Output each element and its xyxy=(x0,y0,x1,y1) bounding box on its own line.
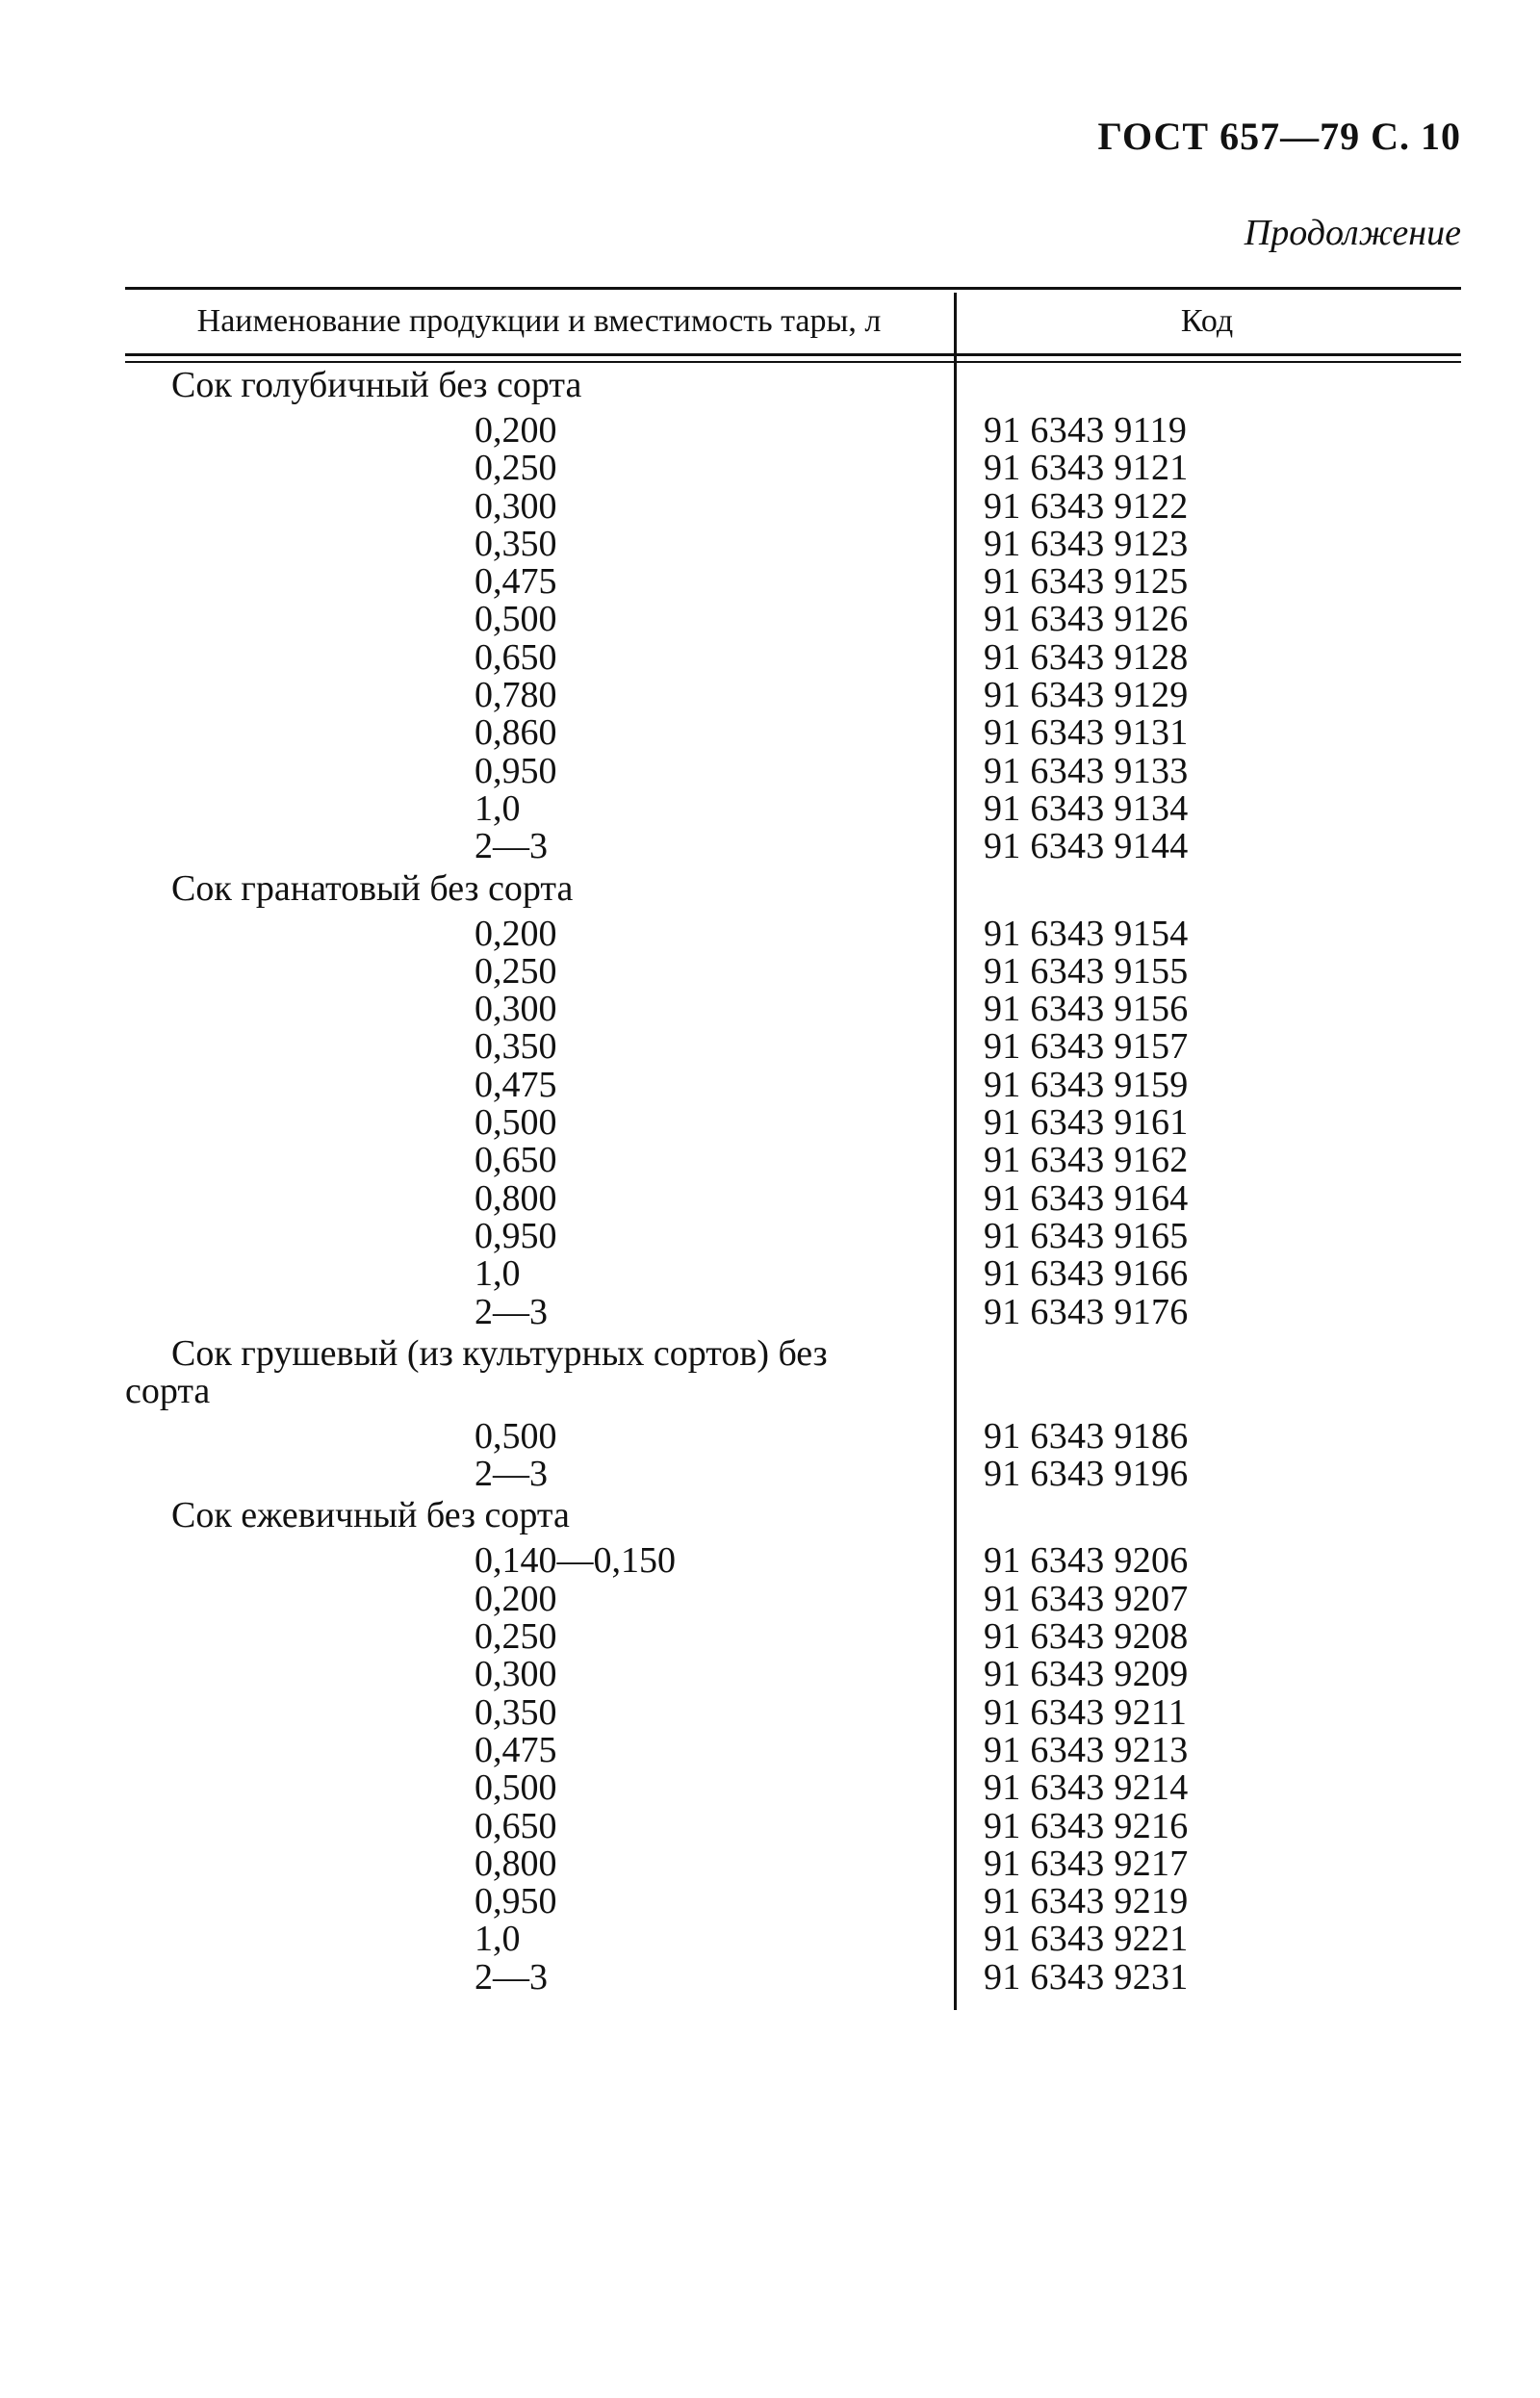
product-group xyxy=(125,363,1461,866)
table-row xyxy=(125,1291,1461,1332)
table-row xyxy=(125,1064,1461,1105)
table-row xyxy=(125,1805,1461,1846)
column-header-code: Код xyxy=(1180,303,1234,339)
product-group xyxy=(125,1493,1461,1997)
code-cell: 91 6343 9119 xyxy=(984,410,1188,451)
table-row xyxy=(125,714,1461,752)
table-row xyxy=(125,787,1461,829)
code-cell: 91 6343 9231 xyxy=(984,1956,1189,1998)
code-cell: 91 6343 9157 xyxy=(984,1026,1189,1068)
code-cell: 91 6343 9166 xyxy=(984,1253,1189,1295)
code-cell: 91 6343 9156 xyxy=(984,989,1189,1030)
table-row xyxy=(125,1691,1461,1733)
continuation-label: Продолжение xyxy=(1244,213,1461,253)
code-cell: 91 6343 9129 xyxy=(984,675,1189,716)
code-cell: 91 6343 9221 xyxy=(984,1919,1189,1960)
table-row xyxy=(125,1456,1461,1493)
volume-cell: 2—3 xyxy=(475,1291,548,1332)
code-cell: 91 6343 9126 xyxy=(984,599,1189,640)
table-row xyxy=(125,677,1461,714)
table-row xyxy=(125,1656,1461,1693)
product-group-title xyxy=(125,866,924,915)
volume-cell: 2—3 xyxy=(475,826,548,867)
volume-cell: 0,800 xyxy=(475,1177,557,1219)
code-cell: 91 6343 9209 xyxy=(984,1654,1189,1695)
table-row xyxy=(125,412,1461,450)
volume-cell: 0,475 xyxy=(475,1729,557,1770)
column-divider xyxy=(954,293,957,2010)
table-row xyxy=(125,828,1461,865)
table-row xyxy=(125,1729,1461,1770)
code-cell: 91 6343 9159 xyxy=(984,1064,1189,1105)
code-cell: 91 6343 9211 xyxy=(984,1691,1188,1733)
code-cell: 91 6343 9121 xyxy=(984,448,1189,489)
table-row xyxy=(125,1177,1461,1219)
volume-cell: 0,500 xyxy=(475,1767,557,1809)
table-row xyxy=(125,636,1461,678)
table-row xyxy=(125,523,1461,564)
code-cell: 91 6343 9213 xyxy=(984,1729,1189,1770)
volume-cell: 0,500 xyxy=(475,1102,557,1144)
volume-cell: 0,200 xyxy=(475,913,557,954)
code-cell: 91 6343 9144 xyxy=(984,826,1189,867)
table-row xyxy=(125,563,1461,601)
volume-cell: 1,0 xyxy=(475,1253,521,1295)
code-cell: 91 6343 9186 xyxy=(984,1415,1189,1457)
table-body xyxy=(125,363,1461,1997)
code-cell: 91 6343 9217 xyxy=(984,1843,1189,1884)
code-cell: 91 6343 9206 xyxy=(984,1540,1189,1582)
code-cell: 91 6343 9125 xyxy=(984,561,1189,603)
volume-cell: 0,250 xyxy=(475,448,557,489)
volume-cell: 0,200 xyxy=(475,410,557,451)
table-row xyxy=(125,1215,1461,1256)
table-row xyxy=(125,1578,1461,1619)
volume-cell: 0,500 xyxy=(475,599,557,640)
table-row xyxy=(125,450,1461,487)
product-group-title xyxy=(125,1493,924,1542)
volume-cell: 1,0 xyxy=(475,1919,521,1960)
table-row xyxy=(125,750,1461,791)
code-cell: 91 6343 9216 xyxy=(984,1805,1189,1846)
table-row xyxy=(125,1956,1461,1998)
product-group xyxy=(125,1331,1461,1494)
volume-cell: 0,250 xyxy=(475,950,557,992)
table-row xyxy=(125,950,1461,992)
table-row xyxy=(125,1883,1461,1921)
volume-cell: 0,350 xyxy=(475,523,557,564)
table-row xyxy=(125,1255,1461,1293)
table-header-rule xyxy=(125,353,1461,363)
code-cell: 91 6343 9131 xyxy=(984,712,1189,754)
volume-cell: 0,140—0,150 xyxy=(475,1540,676,1582)
volume-cell: 0,250 xyxy=(475,1616,557,1658)
volume-cell: 0,650 xyxy=(475,1805,557,1846)
code-cell: 91 6343 9128 xyxy=(984,636,1189,678)
volume-cell: 0,650 xyxy=(475,1140,557,1181)
volume-cell: 0,780 xyxy=(475,675,557,716)
code-cell: 91 6343 9196 xyxy=(984,1454,1189,1495)
product-group-title xyxy=(125,363,924,412)
code-cell: 91 6343 9161 xyxy=(984,1102,1189,1144)
volume-cell: 2—3 xyxy=(475,1454,548,1495)
code-cell: 91 6343 9207 xyxy=(984,1578,1189,1619)
volume-cell: 0,475 xyxy=(475,1064,557,1105)
table-row xyxy=(125,915,1461,953)
group-title-line: Сок грушевый (из культурных сортов) без xyxy=(171,1332,828,1374)
page-header: ГОСТ 657—79 С. 10 xyxy=(1097,115,1461,158)
group-title-continuation: сорта xyxy=(125,1370,211,1411)
code-cell: 91 6343 9154 xyxy=(984,913,1189,954)
group-title-line: Сок голубичный без сорта xyxy=(171,365,582,405)
volume-cell: 1,0 xyxy=(475,787,521,829)
volume-cell: 0,200 xyxy=(475,1578,557,1619)
code-cell: 91 6343 9155 xyxy=(984,950,1189,992)
code-cell: 91 6343 9122 xyxy=(984,485,1189,527)
volume-cell: 0,950 xyxy=(475,750,557,791)
table-row xyxy=(125,1028,1461,1066)
code-cell: 91 6343 9208 xyxy=(984,1616,1189,1658)
volume-cell: 0,300 xyxy=(475,1654,557,1695)
volume-cell: 0,300 xyxy=(475,989,557,1030)
table-row xyxy=(125,1769,1461,1807)
table-row xyxy=(125,1921,1461,1958)
volume-cell: 2—3 xyxy=(475,1956,548,1998)
code-cell: 91 6343 9134 xyxy=(984,787,1189,829)
volume-cell: 0,350 xyxy=(475,1691,557,1733)
table-row xyxy=(125,1845,1461,1883)
code-cell: 91 6343 9219 xyxy=(984,1881,1189,1922)
product-group-title xyxy=(125,1331,924,1418)
table-row xyxy=(125,1415,1461,1457)
volume-cell: 0,860 xyxy=(475,712,557,754)
table-row xyxy=(125,485,1461,527)
table-row xyxy=(125,991,1461,1028)
volume-cell: 0,350 xyxy=(475,1026,557,1068)
table-header-row xyxy=(125,290,1461,353)
volume-cell: 0,950 xyxy=(475,1881,557,1922)
code-cell: 91 6343 9162 xyxy=(984,1140,1189,1181)
volume-cell: 0,800 xyxy=(475,1843,557,1884)
table-row xyxy=(125,601,1461,638)
table-row xyxy=(125,1104,1461,1142)
group-title-line: Сок гранатовый без сорта xyxy=(171,867,574,909)
table-row xyxy=(125,1542,1461,1580)
code-cell: 91 6343 9123 xyxy=(984,523,1189,564)
product-code-table xyxy=(125,287,1461,1997)
volume-cell: 0,500 xyxy=(475,1415,557,1457)
volume-cell: 0,950 xyxy=(475,1215,557,1256)
column-header-name: Наименование продукции и вместимость тары, л xyxy=(196,303,882,339)
code-cell: 91 6343 9176 xyxy=(984,1291,1189,1332)
code-cell: 91 6343 9214 xyxy=(984,1767,1189,1809)
code-cell: 91 6343 9165 xyxy=(984,1215,1189,1256)
product-group xyxy=(125,866,1461,1331)
volume-cell: 0,300 xyxy=(475,485,557,527)
table-row xyxy=(125,1618,1461,1656)
code-cell: 91 6343 9164 xyxy=(984,1177,1189,1219)
code-cell: 91 6343 9133 xyxy=(984,750,1189,791)
volume-cell: 0,650 xyxy=(475,636,557,678)
table-row xyxy=(125,1142,1461,1179)
group-title-line: Сок ежевичный без сорта xyxy=(171,1495,570,1536)
volume-cell: 0,475 xyxy=(475,561,557,603)
